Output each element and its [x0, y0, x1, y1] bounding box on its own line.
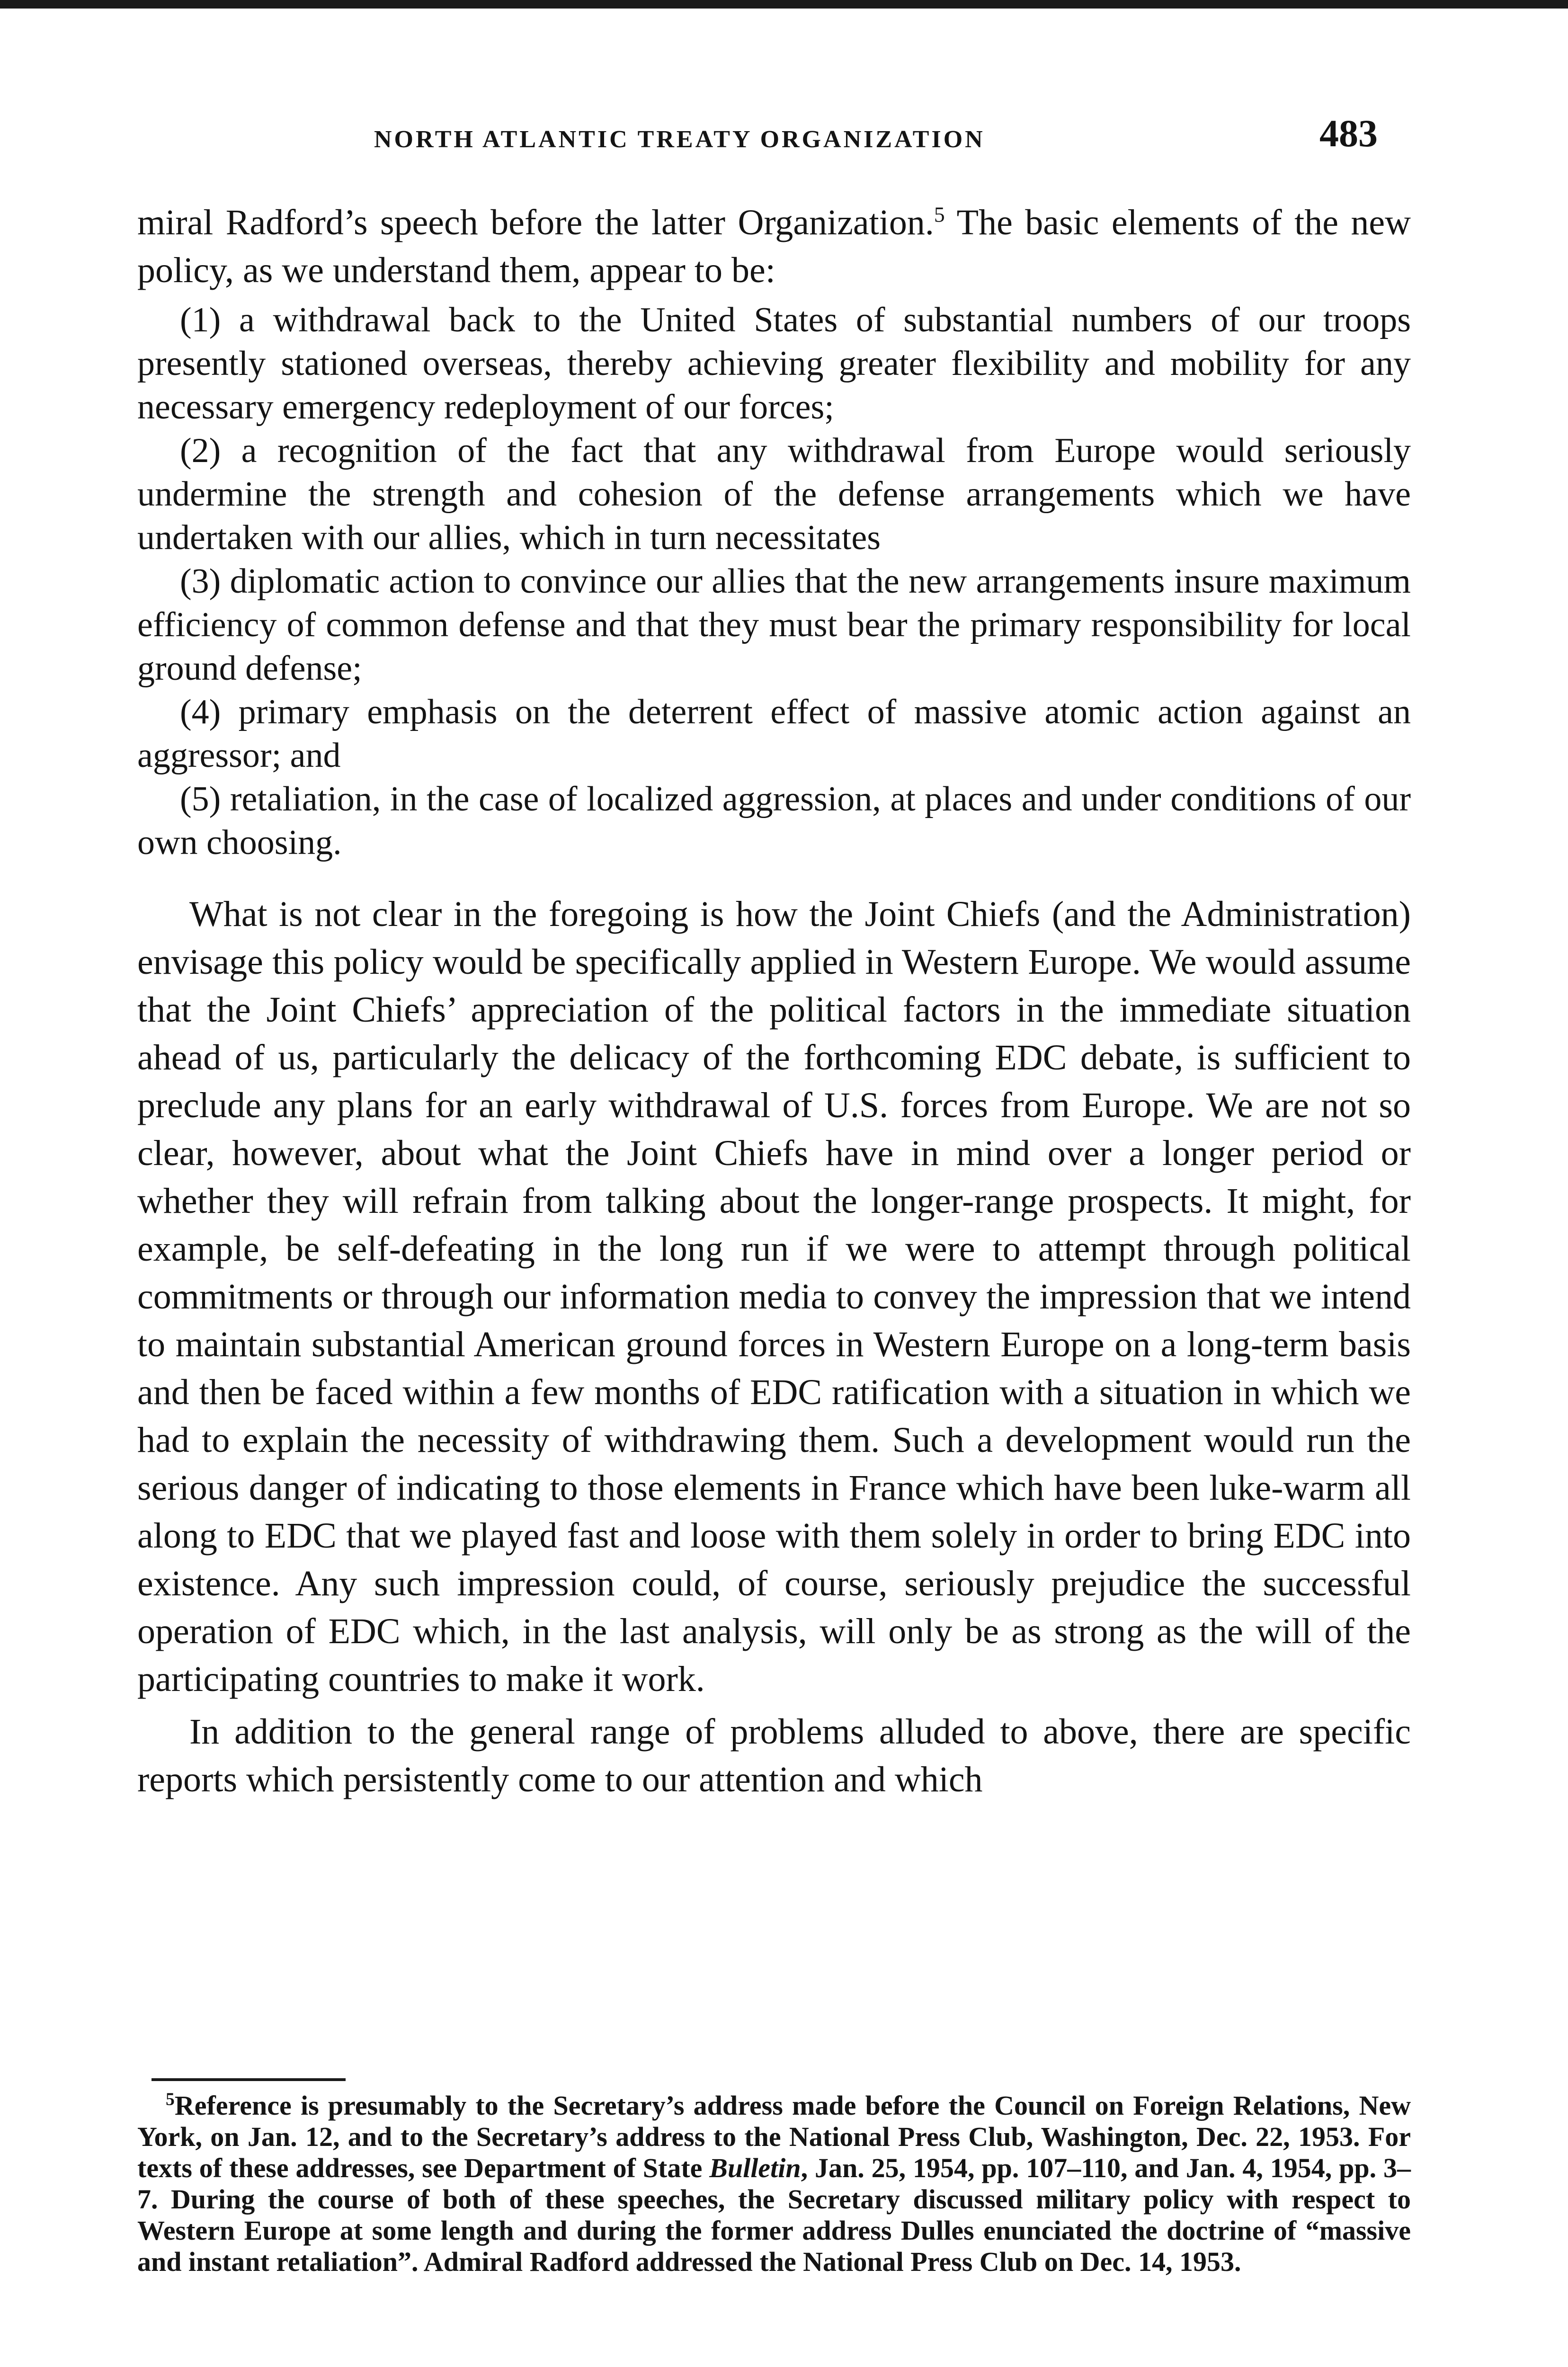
main-text	[137, 199, 1411, 1804]
page-number: 483	[1319, 112, 1378, 155]
list-item: (4) primary emphasis on the deterrent effect of massive atomic action against an aggressor; and	[137, 693, 1411, 775]
footnote-5	[137, 2090, 1411, 2278]
intro-text: miral Radford’s speech before the latter Organization.	[137, 203, 934, 242]
list-item: (3) diplomatic action to convince our allies that the new arrangements insure maximum efficiency of common defense and that they must bear the primary responsibility for local ground defense;	[137, 562, 1411, 688]
policy-list	[137, 298, 1411, 864]
footnote-italic: Bulletin	[709, 2153, 801, 2183]
footnotes	[137, 2090, 1411, 2278]
body-paragraph-2: In addition to the general range of problems alluded to above, there are specific reports which persistently come to our attention and which	[137, 1712, 1411, 1799]
footnote-reference: 5	[934, 202, 945, 227]
running-head	[137, 111, 1406, 163]
footnote-divider	[151, 2078, 346, 2081]
list-item: (2) a recognition of the fact that any withdrawal from Europe would seriously undermine the strength and cohesion of the defense arrangements which we have undertaken with our allies, which in turn necessitates	[137, 431, 1411, 557]
running-title: NORTH ATLANTIC TREATY ORGANIZATION	[374, 126, 985, 153]
footnote-mark: 5	[166, 2089, 175, 2109]
intro-paragraph	[137, 199, 1411, 294]
top-border-rule	[0, 0, 1568, 9]
footnote-text-a: Reference is presumably to the Secretary’s address made before the Council on Foreign Relations, New York, on Jan. 12, and to the Secretary’s address to the National Press Club, Washington, Dec. 22, 1953. For texts of these addresses, see Department of State	[137, 2090, 1411, 2183]
list-item: (1) a withdrawal back to the United States of substantial numbers of our troops presently stationed overseas, thereby achieving greater flexibility and mobility for any necessary emergency redeployment of our forces;	[137, 301, 1411, 427]
footnote-text-b: , Jan. 25, 1954, pp. 107–110, and Jan. 4, 1954, pp. 3–7. During the course of both of these speeches, the Secretary discussed military policy with respect to Western Europe at some length and during the former address Dulles enunciated the doctrine of “massive and instant retaliation”. Admiral Radford addressed the National Press Club on Dec. 14, 1953.	[137, 2153, 1411, 2277]
list-item: (5) retaliation, in the case of localized aggression, at places and under conditions of our own choosing.	[137, 780, 1411, 862]
intro-tail: The basic elements of the new policy, as we understand them, appear to be:	[137, 203, 1411, 290]
body-paragraph-1: What is not clear in the foregoing is how the Joint Chiefs (and the Administration) envisage this policy would be specifically applied in Western Europe. We would assume that the Joint Chiefs’ appreciation of the political factors in the immediate situation ahead of us, particularly the delicacy of the forthcoming EDC debate, is sufficient to preclude any plans for an early withdrawal of U.S. forces from Europe. We are not so clear, however, about what the Joint Chiefs have in mind over a longer period or whether they will refrain from talking about the longer-range prospects. It might, for example, be self-defeating in the long run if we were to attempt through political commitments or through our information media to convey the impression that we intend to maintain substantial American ground forces in Western Europe on a long-term basis and then be faced within a few months of EDC ratification with a situation in which we had to explain the necessity of withdrawing them. Such a development would run the serious danger of indicating to those elements in France which have been luke-warm all along to EDC that we played fast and loose with them solely in order to bring EDC into existence. Any such impression could, of course, seriously prejudice the successful operation of EDC which, in the last analysis, will only be as strong as the will of the participating countries to make it work.	[137, 894, 1411, 1699]
